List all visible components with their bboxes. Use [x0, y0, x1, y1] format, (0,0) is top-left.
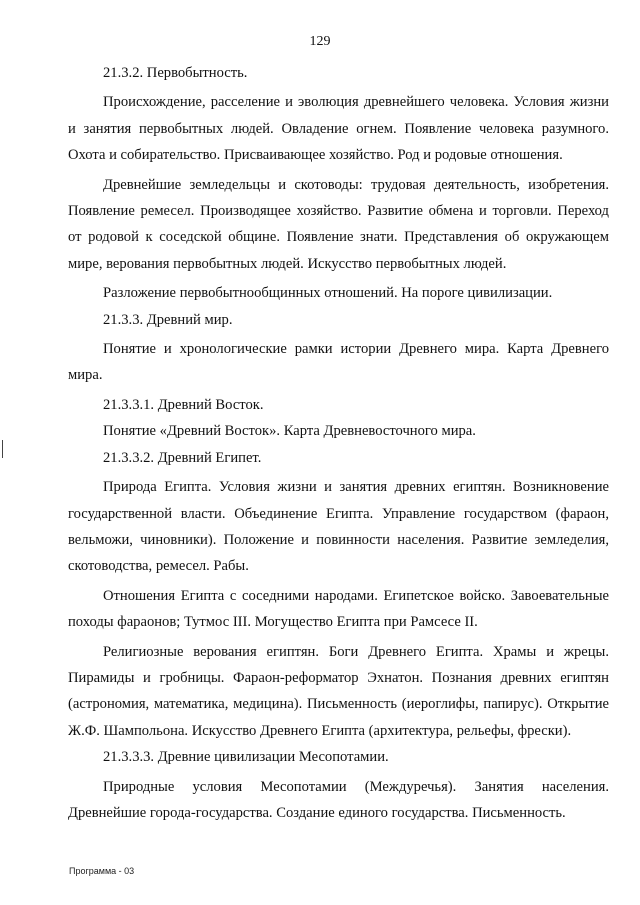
paragraph: Понятие и хронологические рамки истории Древнего мира. Карта Древнего мира. — [68, 341, 609, 384]
page-body — [68, 60, 609, 826]
section-heading: 21.3.3.1. Древний Восток. — [103, 396, 264, 413]
paragraph: Природные условия Месопотамии (Междуречья). Занятия населения. Древнейшие города-государства. Создание единого государства. Письменность. — [68, 778, 609, 821]
section-heading: 21.3.2. Первобытность. — [103, 65, 248, 81]
paragraph: Отношения Египта с соседними народами. Египетское войско. Завоевательные походы фараонов; Тутмос III. Могущество Египта при Рамсесе II. — [68, 587, 609, 631]
paragraph: Происхождение, расселение и эволюция древнейшего человека. Условия жизни и занятия первобытных людей. Овладение огнем. Появление человека разумного. Охота и собирательство. Присваивающее хозяйство. Род и родовые отношения. — [68, 94, 609, 164]
page-footer: Программа - 03 — [69, 866, 135, 876]
paragraph: Понятие «Древний Восток». Карта Древневосточного мира. — [103, 423, 476, 440]
paragraph: Разложение первобытнообщинных отношений. На пороге цивилизации. — [103, 285, 553, 302]
paragraph: Религиозные верования египтян. Боги Древнего Египта. Храмы и жрецы. Пирамиды и гробницы. Фараон-реформатор Эхнатон. Познания древних египтян (астрономия, математика, медицина). Письменность (иероглифы, папирус). Открытие Ж.Ф. Шампольона. Искусство Древнего Египта (архитектура, рельефы, фрески). — [68, 643, 609, 739]
page-number: 129 — [309, 34, 331, 49]
paragraph: Древнейшие земледельцы и скотоводы: трудовая деятельность, изобретения. Появление ремесел. Производящее хозяйство. Развитие обмена и торговли. Переход от родовой к соседской общине. Появление знати. Представления об окружающем мире, верования первобытных людей. Искусство первобытных людей. — [68, 176, 609, 272]
section-heading: 21.3.3.3. Древние цивилизации Месопотамии. — [103, 749, 389, 766]
scan-artifact — [2, 440, 3, 458]
section-heading: 21.3.3. Древний мир. — [103, 311, 233, 328]
paragraph: Природа Египта. Условия жизни и занятия древних египтян. Возникновение государственной власти. Объединение Египта. Управление государством (фараон, вельможи, чиновники). Положение и повинности населения. Развитие земледелия, скотоводства, ремесел. Рабы. — [68, 479, 609, 575]
section-heading: 21.3.3.2. Древний Египет. — [103, 449, 262, 466]
